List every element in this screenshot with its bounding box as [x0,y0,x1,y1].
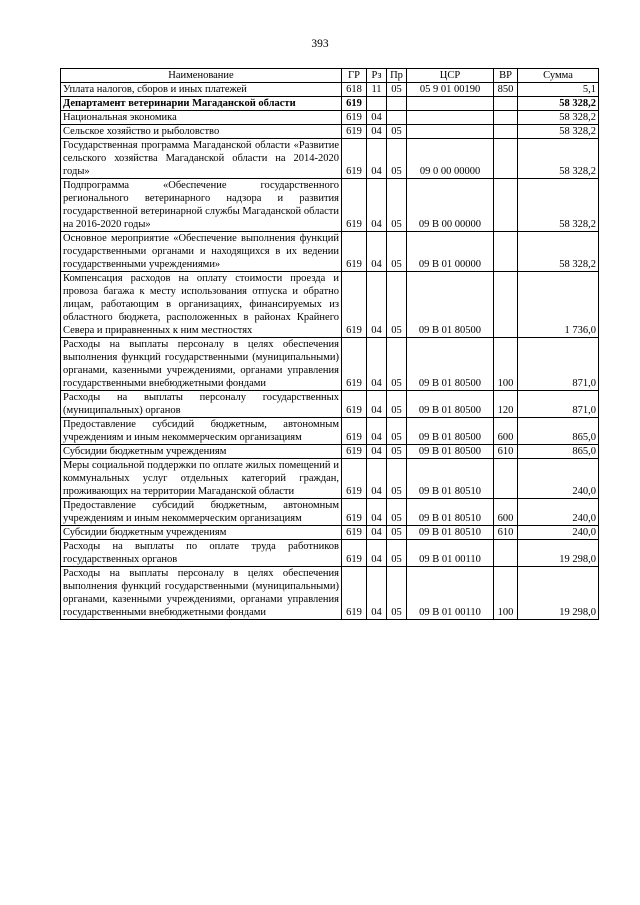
cell-vr: 100 [494,338,518,391]
cell-vr: 100 [494,567,518,620]
cell-sum: 5,1 [518,83,599,97]
cell-csr: 09 В 01 00110 [407,567,494,620]
cell-sum: 19 298,0 [518,567,599,620]
cell-sum: 865,0 [518,418,599,445]
cell-name: Расходы на выплаты персоналу в целях обеспечения выполнения функций государственными (муниципальными) органами, казенными учреждениями, органами управления государственными внебюджетными фондами [61,338,342,391]
cell-pr: 05 [387,567,407,620]
cell-name: Расходы на выплаты персоналу государственных (муниципальных) органов [61,391,342,418]
cell-pr [387,97,407,111]
table-row [61,540,599,567]
table-body [61,83,599,620]
cell-rz: 04 [367,418,387,445]
table-row [61,125,599,139]
cell-rz: 04 [367,499,387,526]
page-number: 393 [311,38,329,50]
table-row [61,499,599,526]
cell-sum: 865,0 [518,445,599,459]
cell-name: Предоставление субсидий бюджетным, автономным учреждениям и иным некоммерческим организациям [61,499,342,526]
cell-rz: 04 [367,567,387,620]
cell-csr: 09 В 01 80500 [407,391,494,418]
cell-rz: 04 [367,179,387,232]
cell-csr: 09 В 01 80500 [407,338,494,391]
table-row [61,97,599,111]
cell-pr: 05 [387,232,407,272]
cell-vr: 120 [494,391,518,418]
cell-pr: 05 [387,83,407,97]
cell-pr: 05 [387,272,407,338]
header-name: Наименование [61,69,342,83]
table-row [61,272,599,338]
cell-rz: 04 [367,338,387,391]
cell-vr: 850 [494,83,518,97]
cell-vr: 600 [494,499,518,526]
cell-vr [494,111,518,125]
cell-vr [494,179,518,232]
cell-gr: 619 [342,139,367,179]
cell-pr: 05 [387,418,407,445]
cell-name: Субсидии бюджетным учреждениям [61,445,342,459]
cell-name: Сельское хозяйство и рыболовство [61,125,342,139]
cell-rz: 04 [367,445,387,459]
cell-csr: 09 В 01 00000 [407,232,494,272]
table-row [61,179,599,232]
cell-name: Департамент ветеринарии Магаданской области [61,97,342,111]
cell-pr: 05 [387,526,407,540]
table-header-row [61,69,599,83]
cell-gr: 619 [342,97,367,111]
cell-sum: 58 328,2 [518,179,599,232]
cell-gr: 619 [342,526,367,540]
cell-vr [494,272,518,338]
cell-vr: 610 [494,526,518,540]
cell-rz [367,97,387,111]
cell-name: Расходы на выплаты по оплате труда работников государственных органов [61,540,342,567]
cell-gr: 618 [342,83,367,97]
cell-vr: 600 [494,418,518,445]
table-row [61,139,599,179]
budget-table [60,68,599,620]
cell-pr: 05 [387,445,407,459]
cell-sum: 58 328,2 [518,97,599,111]
cell-csr: 05 9 01 00190 [407,83,494,97]
cell-csr [407,111,494,125]
cell-csr: 09 В 01 80500 [407,418,494,445]
cell-pr: 05 [387,179,407,232]
cell-vr [494,232,518,272]
cell-name: Предоставление субсидий бюджетным, автономным учреждениям и иным некоммерческим организациям [61,418,342,445]
cell-gr: 619 [342,567,367,620]
cell-gr: 619 [342,391,367,418]
cell-sum: 240,0 [518,459,599,499]
cell-sum: 58 328,2 [518,139,599,179]
cell-pr: 05 [387,391,407,418]
cell-pr: 05 [387,338,407,391]
header-pr: Пр [387,69,407,83]
cell-rz: 04 [367,125,387,139]
cell-name: Уплата налогов, сборов и иных платежей [61,83,342,97]
cell-gr: 619 [342,125,367,139]
cell-csr: 09 0 00 00000 [407,139,494,179]
cell-vr [494,459,518,499]
table-row [61,526,599,540]
cell-csr: 09 В 01 80510 [407,499,494,526]
cell-gr: 619 [342,232,367,272]
cell-csr: 09 В 01 00110 [407,540,494,567]
table-row [61,418,599,445]
cell-rz: 11 [367,83,387,97]
cell-vr: 610 [494,445,518,459]
cell-gr: 619 [342,272,367,338]
table-row [61,232,599,272]
cell-rz: 04 [367,111,387,125]
cell-name: Компенсация расходов на оплату стоимости проезда и провоза багажа к месту использования отпуска и обратно лицам, работающим в организациях, финансируемых из областного бюджета, расположенных в районах Крайнего Севера и приравненных к ним местностях [61,272,342,338]
cell-name: Субсидии бюджетным учреждениям [61,526,342,540]
cell-rz: 04 [367,540,387,567]
cell-csr: 09 В 01 80510 [407,459,494,499]
cell-name: Государственная программа Магаданской области «Развитие сельского хозяйства Магаданской области на 2014-2020 годы» [61,139,342,179]
cell-sum: 240,0 [518,526,599,540]
cell-name: Основное мероприятие «Обеспечение выполнения функций государственными органами и находящихся в их ведении государственными учреждениями» [61,232,342,272]
cell-pr: 05 [387,499,407,526]
cell-pr: 05 [387,139,407,179]
cell-name: Расходы на выплаты персоналу в целях обеспечения выполнения функций государственными (муниципальными) органами, казенными учреждениями, органами управления государственными внебюджетными фондами [61,567,342,620]
table-row [61,338,599,391]
cell-rz: 04 [367,391,387,418]
cell-gr: 619 [342,338,367,391]
cell-csr: 09 В 01 80510 [407,526,494,540]
header-csr: ЦСР [407,69,494,83]
cell-sum: 19 298,0 [518,540,599,567]
cell-sum: 58 328,2 [518,125,599,139]
cell-gr: 619 [342,445,367,459]
table-row [61,445,599,459]
cell-gr: 619 [342,418,367,445]
cell-vr [494,125,518,139]
table-row [61,459,599,499]
cell-vr [494,97,518,111]
cell-gr: 619 [342,179,367,232]
cell-rz: 04 [367,139,387,179]
cell-vr [494,139,518,179]
cell-pr [387,111,407,125]
table-row [61,83,599,97]
cell-sum: 240,0 [518,499,599,526]
cell-rz: 04 [367,459,387,499]
table-row [61,567,599,620]
header-vr: ВР [494,69,518,83]
header-gr: ГР [342,69,367,83]
cell-pr: 05 [387,540,407,567]
table-row [61,391,599,418]
cell-rz: 04 [367,526,387,540]
cell-csr: 09 В 00 00000 [407,179,494,232]
cell-sum: 58 328,2 [518,111,599,125]
cell-gr: 619 [342,540,367,567]
cell-name: Национальная экономика [61,111,342,125]
cell-pr: 05 [387,125,407,139]
cell-csr: 09 В 01 80500 [407,445,494,459]
cell-gr: 619 [342,499,367,526]
cell-name: Меры социальной поддержки по оплате жилых помещений и коммунальных услуг отдельных категорий граждан, проживающих на территории Магаданской области [61,459,342,499]
header-sum: Сумма [518,69,599,83]
cell-sum: 871,0 [518,391,599,418]
cell-csr [407,97,494,111]
cell-csr: 09 В 01 80500 [407,272,494,338]
cell-name: Подпрограмма «Обеспечение государственного регионального ветеринарного надзора и развития государственной ветеринарной службы Магаданской области на 2016-2020 годы» [61,179,342,232]
header-rz: Рз [367,69,387,83]
cell-rz: 04 [367,272,387,338]
cell-gr: 619 [342,459,367,499]
cell-sum: 1 736,0 [518,272,599,338]
cell-csr [407,125,494,139]
cell-pr: 05 [387,459,407,499]
table-row [61,111,599,125]
cell-sum: 871,0 [518,338,599,391]
cell-gr: 619 [342,111,367,125]
cell-rz: 04 [367,232,387,272]
cell-vr [494,540,518,567]
cell-sum: 58 328,2 [518,232,599,272]
